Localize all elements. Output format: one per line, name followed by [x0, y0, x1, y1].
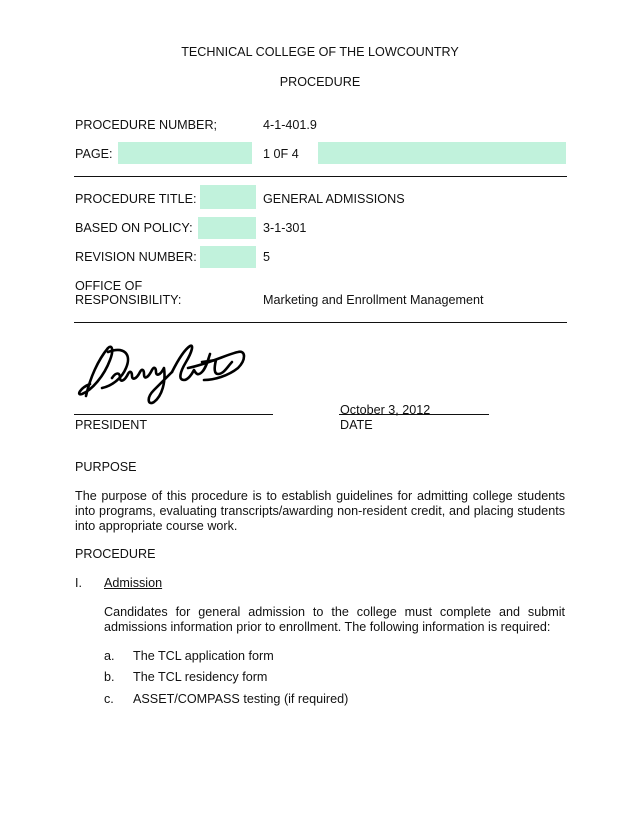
based-on-policy-label: BASED ON POLICY: [75, 221, 193, 235]
list-item: ASSET/COMPASS testing (if required) [133, 692, 349, 706]
section-title: Admission [104, 576, 163, 590]
president-signature [68, 338, 248, 408]
revision-number-label: REVISION NUMBER: [75, 250, 197, 264]
list-item: The TCL residency form [133, 670, 268, 684]
procedure-number-label: PROCEDURE NUMBER; [75, 118, 218, 132]
policy-highlight [198, 217, 256, 239]
president-label: PRESIDENT [75, 418, 148, 432]
list-item: The TCL application form [133, 649, 274, 663]
purpose-heading: PURPOSE [75, 460, 137, 474]
top-divider [74, 176, 567, 177]
revision-highlight [200, 246, 256, 268]
date-label: DATE [340, 418, 373, 432]
procedure-number-value: 4-1-401.9 [263, 118, 317, 132]
office-value: Marketing and Enrollment Management [263, 293, 484, 307]
institution-name: TECHNICAL COLLEGE OF THE LOWCOUNTRY [181, 45, 459, 59]
office-label-line2: RESPONSIBILITY: [75, 293, 182, 307]
procedure-heading: PROCEDURE [75, 547, 156, 561]
procedure-title-label: PROCEDURE TITLE: [75, 192, 197, 206]
signature-line [74, 414, 273, 415]
date-line [339, 414, 489, 415]
section-text: Candidates for general admission to the college must complete and submit admissions information prior to enrollment. The following information is required: [104, 605, 565, 634]
list-item-letter: b. [104, 670, 115, 684]
procedure-title-value: GENERAL ADMISSIONS [263, 192, 405, 206]
page-value: 1 0F 4 [263, 147, 299, 161]
page-label: PAGE: [75, 147, 113, 161]
office-label-line1: OFFICE OF [75, 279, 143, 293]
based-on-policy-value: 3-1-301 [263, 221, 307, 235]
list-item-letter: c. [104, 692, 114, 706]
purpose-text: The purpose of this procedure is to establish guidelines for admitting college students into programs, evaluating transcripts/awarding non-resident credit, and placing students into appropriate course work. [75, 489, 565, 533]
list-item-letter: a. [104, 649, 115, 663]
date-value: October 3, 2012 [340, 403, 431, 417]
page-highlight-right [318, 142, 566, 164]
section-numeral: I. [75, 576, 82, 590]
document-type: PROCEDURE [279, 75, 361, 89]
title-highlight [200, 185, 256, 209]
bottom-divider [74, 322, 567, 323]
page-highlight-left [118, 142, 252, 164]
revision-number-value: 5 [263, 250, 271, 264]
